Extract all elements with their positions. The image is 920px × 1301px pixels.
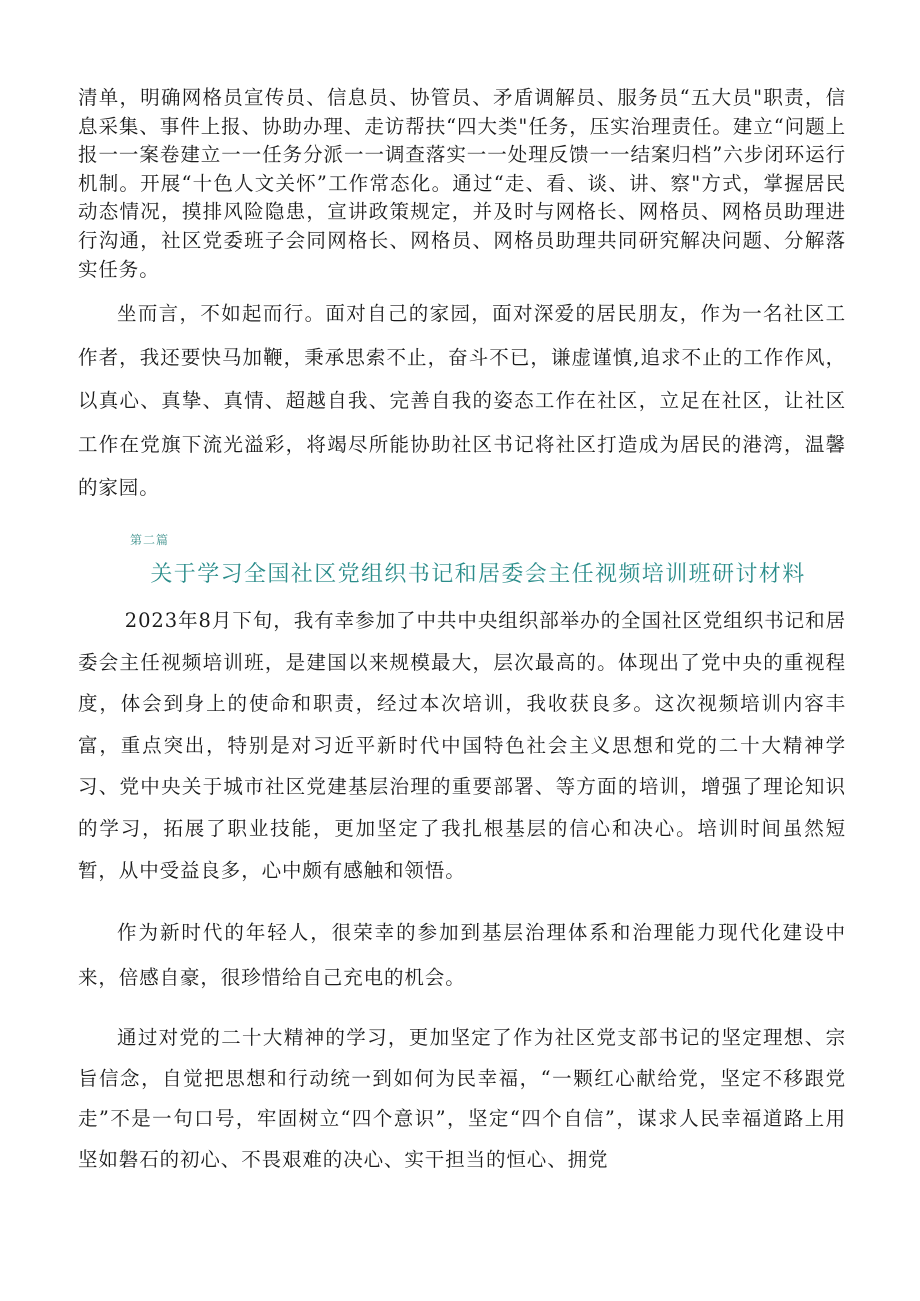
section-title: 关于学习全国社区党组织书记和居委会主任视频培训班研讨材料 bbox=[150, 562, 806, 587]
section-label: 第二篇 bbox=[130, 533, 170, 547]
paragraph-resolve: 坐而言，不如起而行。面对自己的家园，面对深爱的居民朋友，作为一名社区工作者，我还要快马加鞭，秉承思索不止，奋斗不已，谦虚谨慎,追求不止的工作作风，以真心、真挚、真情、超越自我、完善自我的姿态工作在社区，立足在社区，让社区工作在党旗下流光溢彩，将竭尽所能协助社区书记将社区打造成为居民的港湾，温馨的家园。 bbox=[78, 302, 846, 500]
paragraph-grid-duties: 清单，明确网格员宣传员、信息员、协管员、矛盾调解员、服务员“五大员"职责，信息采集、事件上报、协助办理、走访帮扶“四大类"任务，压实治理责任。建立“问题上报一一案卷建立一一任务分派一一调查落实一一处理反馈一一结案归档”六步闭环运行机制。开展“十色人文关怀”工作常态化。通过“走、看、谈、讲、察"方式，掌握居民动态情况，摸排风险隐患，宣讲政策规定，并及时与网格长、网格员、网格员助理进行沟通，社区党委班子会同网格长、网格员、网格员助理共同研究解决问题、分解落实任务。 bbox=[78, 86, 846, 281]
paragraph-party-study: 通过对党的二十大精神的学习，更加坚定了作为社区党支部书记的坚定理想、宗旨信念，自觉把思想和行动统一到如何为民幸福，“一颗红心献给党，坚定不移跟党走”不是一句口号，牢固树立“四个意识”，坚定“四个自信”，谋求人民幸福道路上用坚如磐石的初心、不畏艰难的决心、实干担当的恒心、拥党 bbox=[78, 1026, 846, 1171]
paragraph-young-people: 作为新时代的年轻人，很荣幸的参加到基层治理体系和治理能力现代化建设中来，倍感自豪，很珍惜给自己充电的机会。 bbox=[78, 921, 846, 989]
paragraph-training-intro: 2023年8月下旬，我有幸参加了中共中央组织部举办的全国社区党组织书记和居委会主任视频培训班，是建国以来规模最大，层次最高的。体现出了党中央的重视程度，体会到身上的使命和职责，经过本次培训，我收获良多。这次视频培训内容丰富，重点突出，特别是对习近平新时代中国特色社会主义思想和党的二十大精神学习、党中央关于城市社区党建基层治理的重要部署、等方面的培训，增强了理论知识的学习，拓展了职业技能，更加坚定了我扎根基层的信心和决心。培训时间虽然短暂，从中受益良多，心中颇有感触和领悟。 bbox=[78, 609, 846, 882]
